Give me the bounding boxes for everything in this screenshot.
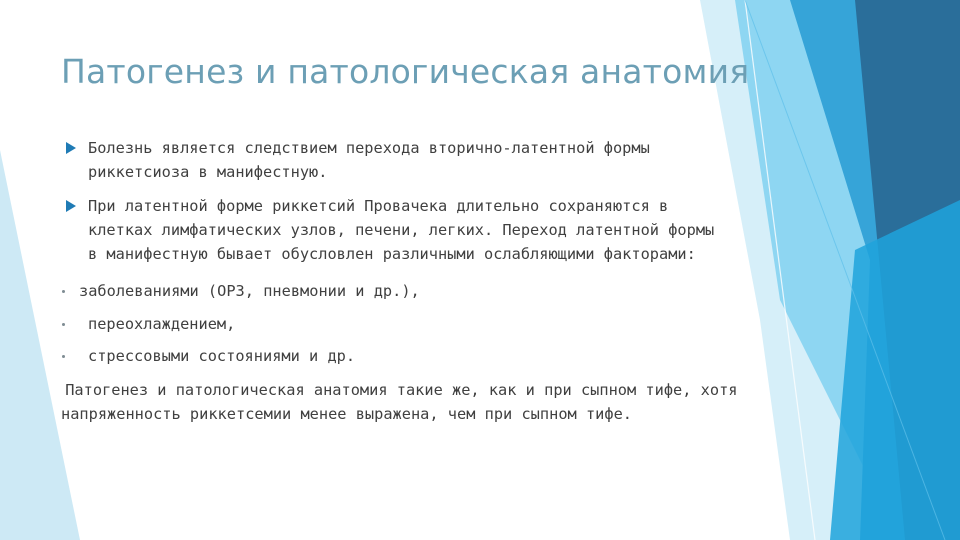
slide-title: Патогенез и патологическая анатомия	[61, 52, 750, 91]
dot-bullet-icon	[62, 323, 65, 326]
dot-bullet-icon	[62, 290, 65, 293]
bullet-2-line-2: клетках лимфатических узлов, печени, легких. Переход латентной формы	[88, 221, 715, 239]
sub-item-3: стрессовыми состояниями и др.	[88, 347, 356, 365]
paragraph-line-2: напряженность риккетсемии менее выражена, чем при сыпном тифе.	[61, 405, 632, 423]
bullet-1-line-2: риккетсиоза в манифестную.	[88, 163, 328, 181]
bullet-1	[88, 136, 650, 184]
sub-item-2: переохлаждением,	[88, 315, 236, 333]
bullet-2	[88, 194, 714, 266]
summary-paragraph	[56, 378, 738, 426]
bullet-1-line-1: Болезнь является следствием перехода вторично-латентной формы	[88, 139, 650, 157]
sub-item-1: заболеваниями (ОРЗ, пневмонии и др.),	[79, 282, 420, 300]
paragraph-line-1: Патогенез и патологическая анатомия такие же, как и при сыпном тифе, хотя	[56, 381, 738, 399]
bullet-2-line-3: в манифестную бывает обусловлен различными ослабляющими факторами:	[88, 245, 696, 263]
arrow-bullet-icon	[66, 142, 76, 154]
dot-bullet-icon	[62, 355, 65, 358]
arrow-bullet-icon	[66, 200, 76, 212]
bullet-2-line-1: При латентной форме риккетсий Провачека длительно сохраняются в	[88, 197, 669, 215]
